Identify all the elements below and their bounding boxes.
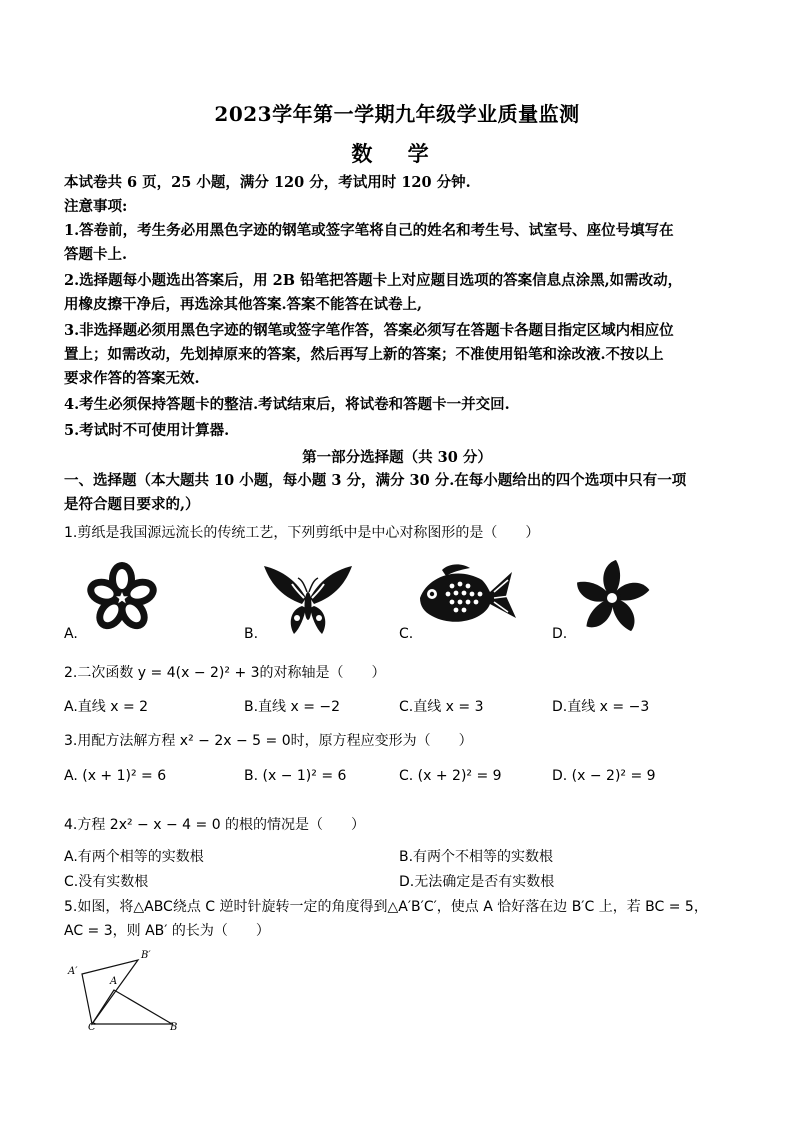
q4-stem: 4.方程 2x² − x − 4 = 0 的根的情况是（ ）	[64, 817, 366, 833]
q5-stem-line-1: 5.如图，将△ABC绕点 C 逆时针旋转一定的角度得到△A′B′C′，使点 A 恰好落在边 B′C 上，若 BC = 5，	[64, 899, 708, 915]
q3-option-b: B. (x − 1)² = 6	[244, 768, 347, 784]
notice-3-line-2: 置上；如需改动，先划掉原来的答案，然后再写上新的答案；不准使用铅笔和涂改液.不按以上	[64, 346, 664, 363]
q4-option-d: D.无法确定是否有实数根	[399, 874, 555, 890]
fish-papercut-icon	[414, 560, 518, 632]
notice-3-line-3: 要求作答的答案无效.	[64, 370, 200, 387]
section-1-instructions-line-1: 一、选择题（本大题共 10 小题，每小题 3 分，满分 30 分.在每小题给出的四个选项中只有一项	[64, 472, 687, 489]
q5-label-b-prime: B′	[141, 950, 151, 961]
exam-title: 2023学年第一学期九年级学业质量监测	[214, 102, 580, 126]
notice-1-line-1: 1.答卷前，考生务必用黑色字迹的钢笔或签字笔将自己的姓名和考生号、试室号、座位号填写在	[64, 222, 674, 239]
exam-summary: 本试卷共 6 页，25 小题，满分 120 分，考试用时 120 分钟.	[64, 174, 471, 191]
q2-option-c: C.直线 x = 3	[399, 699, 484, 715]
q5-triangle-figure	[60, 948, 200, 1038]
q4-option-b: B.有两个不相等的实数根	[399, 849, 554, 865]
q4-option-c: C.没有实数根	[64, 874, 149, 890]
notice-2-line-2: 用橡皮擦干净后，再选涂其他答案.答案不能答在试卷上,	[64, 296, 423, 313]
q3-option-a: A. (x + 1)² = 6	[64, 768, 167, 784]
q3-stem: 3.用配方法解方程 x² − 2x − 5 = 0时，原方程应变形为（ ）	[64, 733, 473, 749]
q1-option-c-label: C.	[399, 626, 414, 642]
q1-option-d-label: D.	[552, 626, 568, 642]
notice-5: 5.考试时不可使用计算器.	[64, 422, 230, 439]
q5-stem-line-2: AC = 3，则 AB′ 的长为（ ）	[64, 923, 270, 939]
q2-stem: 2.二次函数 y = 4(x − 2)² + 3的对称轴是（ ）	[64, 665, 386, 681]
notice-3-line-1: 3.非选择题必须用黑色字迹的钢笔或签字笔作答，答案必须写在答题卡各题目指定区域内相应位	[64, 322, 674, 339]
subject-title: 数 学	[351, 141, 443, 166]
part1-heading: 第一部分选择题（共 30 分）	[302, 449, 492, 466]
q2-option-d: D.直线 x = −3	[552, 699, 650, 715]
q2-option-b: B.直线 x = −2	[244, 699, 341, 715]
q4-option-a: A.有两个相等的实数根	[64, 849, 204, 865]
q5-label-a: A	[110, 976, 118, 987]
notice-4: 4.考生必须保持答题卡的整洁.考试结束后，将试卷和答题卡一并交回.	[64, 396, 510, 413]
five-petal-papercut-icon	[570, 556, 654, 636]
q3-option-d: D. (x − 2)² = 9	[552, 768, 656, 784]
q1-stem: 1.剪纸是我国源远流长的传统工艺，下列剪纸中是中心对称图形的是（ ）	[64, 525, 540, 541]
q3-option-c: C. (x + 2)² = 9	[399, 768, 502, 784]
butterfly-papercut-icon	[262, 562, 354, 638]
q2-option-a: A.直线 x = 2	[64, 699, 149, 715]
q5-label-c: C	[88, 1022, 96, 1033]
notice-heading: 注意事项:	[64, 198, 128, 215]
notice-2-line-1: 2.选择题每小题选出答案后，用 2B 铅笔把答题卡上对应题目选项的答案信息点涂黑,如需改动，	[64, 272, 683, 289]
notice-1-line-2: 答题卡上.	[64, 246, 128, 263]
q1-option-a-label: A.	[64, 626, 78, 642]
section-1-instructions-line-2: 是符合题目要求的,）	[64, 496, 200, 513]
q1-option-b-label: B.	[244, 626, 259, 642]
q5-label-b: B	[170, 1022, 178, 1033]
flower-papercut-icon	[86, 562, 158, 634]
q5-label-a-prime: A′	[68, 966, 78, 977]
